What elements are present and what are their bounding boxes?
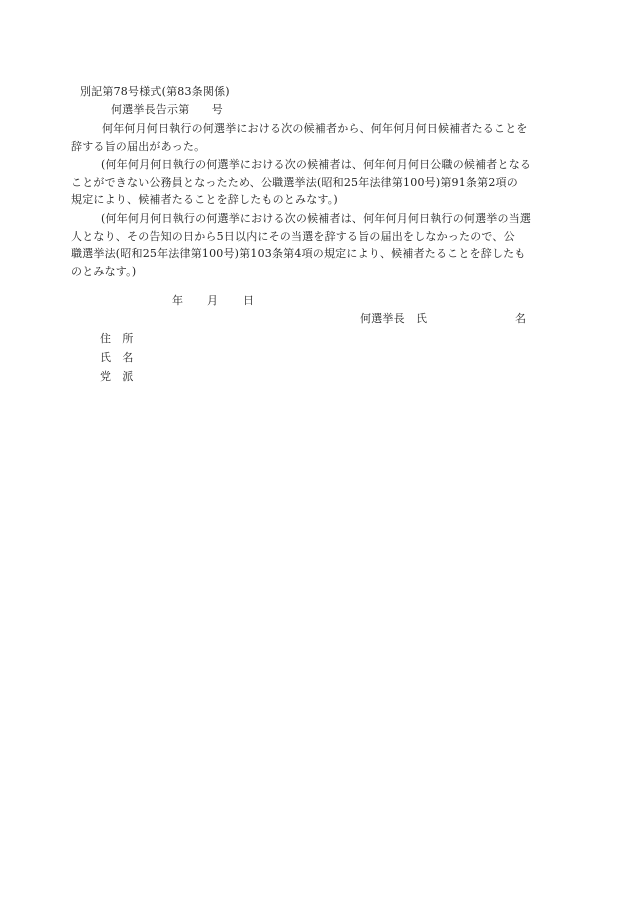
- note-2-line-2: 人となり、その告知の日から5日以内にその当選を辞する旨の届出をしなかったので、公: [71, 229, 515, 243]
- date-month: 月: [207, 294, 219, 307]
- note-1-line-2: ことができない公務員となったため、公職選挙法(昭和25年法律第100号)第91条第2項の: [71, 175, 518, 189]
- note-2-line-1: (何年何月何日執行の何選挙における次の候補者は、何年何月何日執行の何選挙の当選: [101, 212, 532, 225]
- note-1-line-3: 規定により、候補者たることを辞したものとみなす。): [71, 193, 338, 206]
- note-2-line-4: のとみなす。): [71, 264, 137, 278]
- note-1-line-1: (何年何月何日執行の何選挙における次の候補者は、何年何月何日公職の候補者となる: [101, 158, 532, 171]
- field-address-label: 住 所: [100, 332, 134, 345]
- signature-name-suffix: 名: [515, 312, 527, 325]
- notice-number: 何選挙長告示第 号: [111, 103, 223, 116]
- note-paragraph-1: [71, 156, 531, 209]
- main-paragraph-line-1: 何年何月何日執行の何選挙における次の候補者から、何年何月何日候補者たることを: [102, 122, 528, 135]
- date-year: 年: [172, 294, 184, 307]
- note-2-line-3: 職選挙法(昭和25年法律第100号)第103条第4項の規定により、候補者たることを辞したも: [71, 247, 526, 260]
- main-paragraph: [71, 120, 528, 155]
- field-name-label: 氏 名: [100, 351, 134, 364]
- signature-title: 何選挙長 氏: [360, 312, 428, 325]
- date-day: 日: [243, 294, 255, 307]
- main-paragraph-line-2: 辞する旨の届出があった。: [71, 139, 206, 153]
- note-paragraph-2: [71, 210, 531, 280]
- form-title: 別記第78号様式(第83条関係): [80, 85, 230, 98]
- field-party-label: 党 派: [100, 370, 134, 383]
